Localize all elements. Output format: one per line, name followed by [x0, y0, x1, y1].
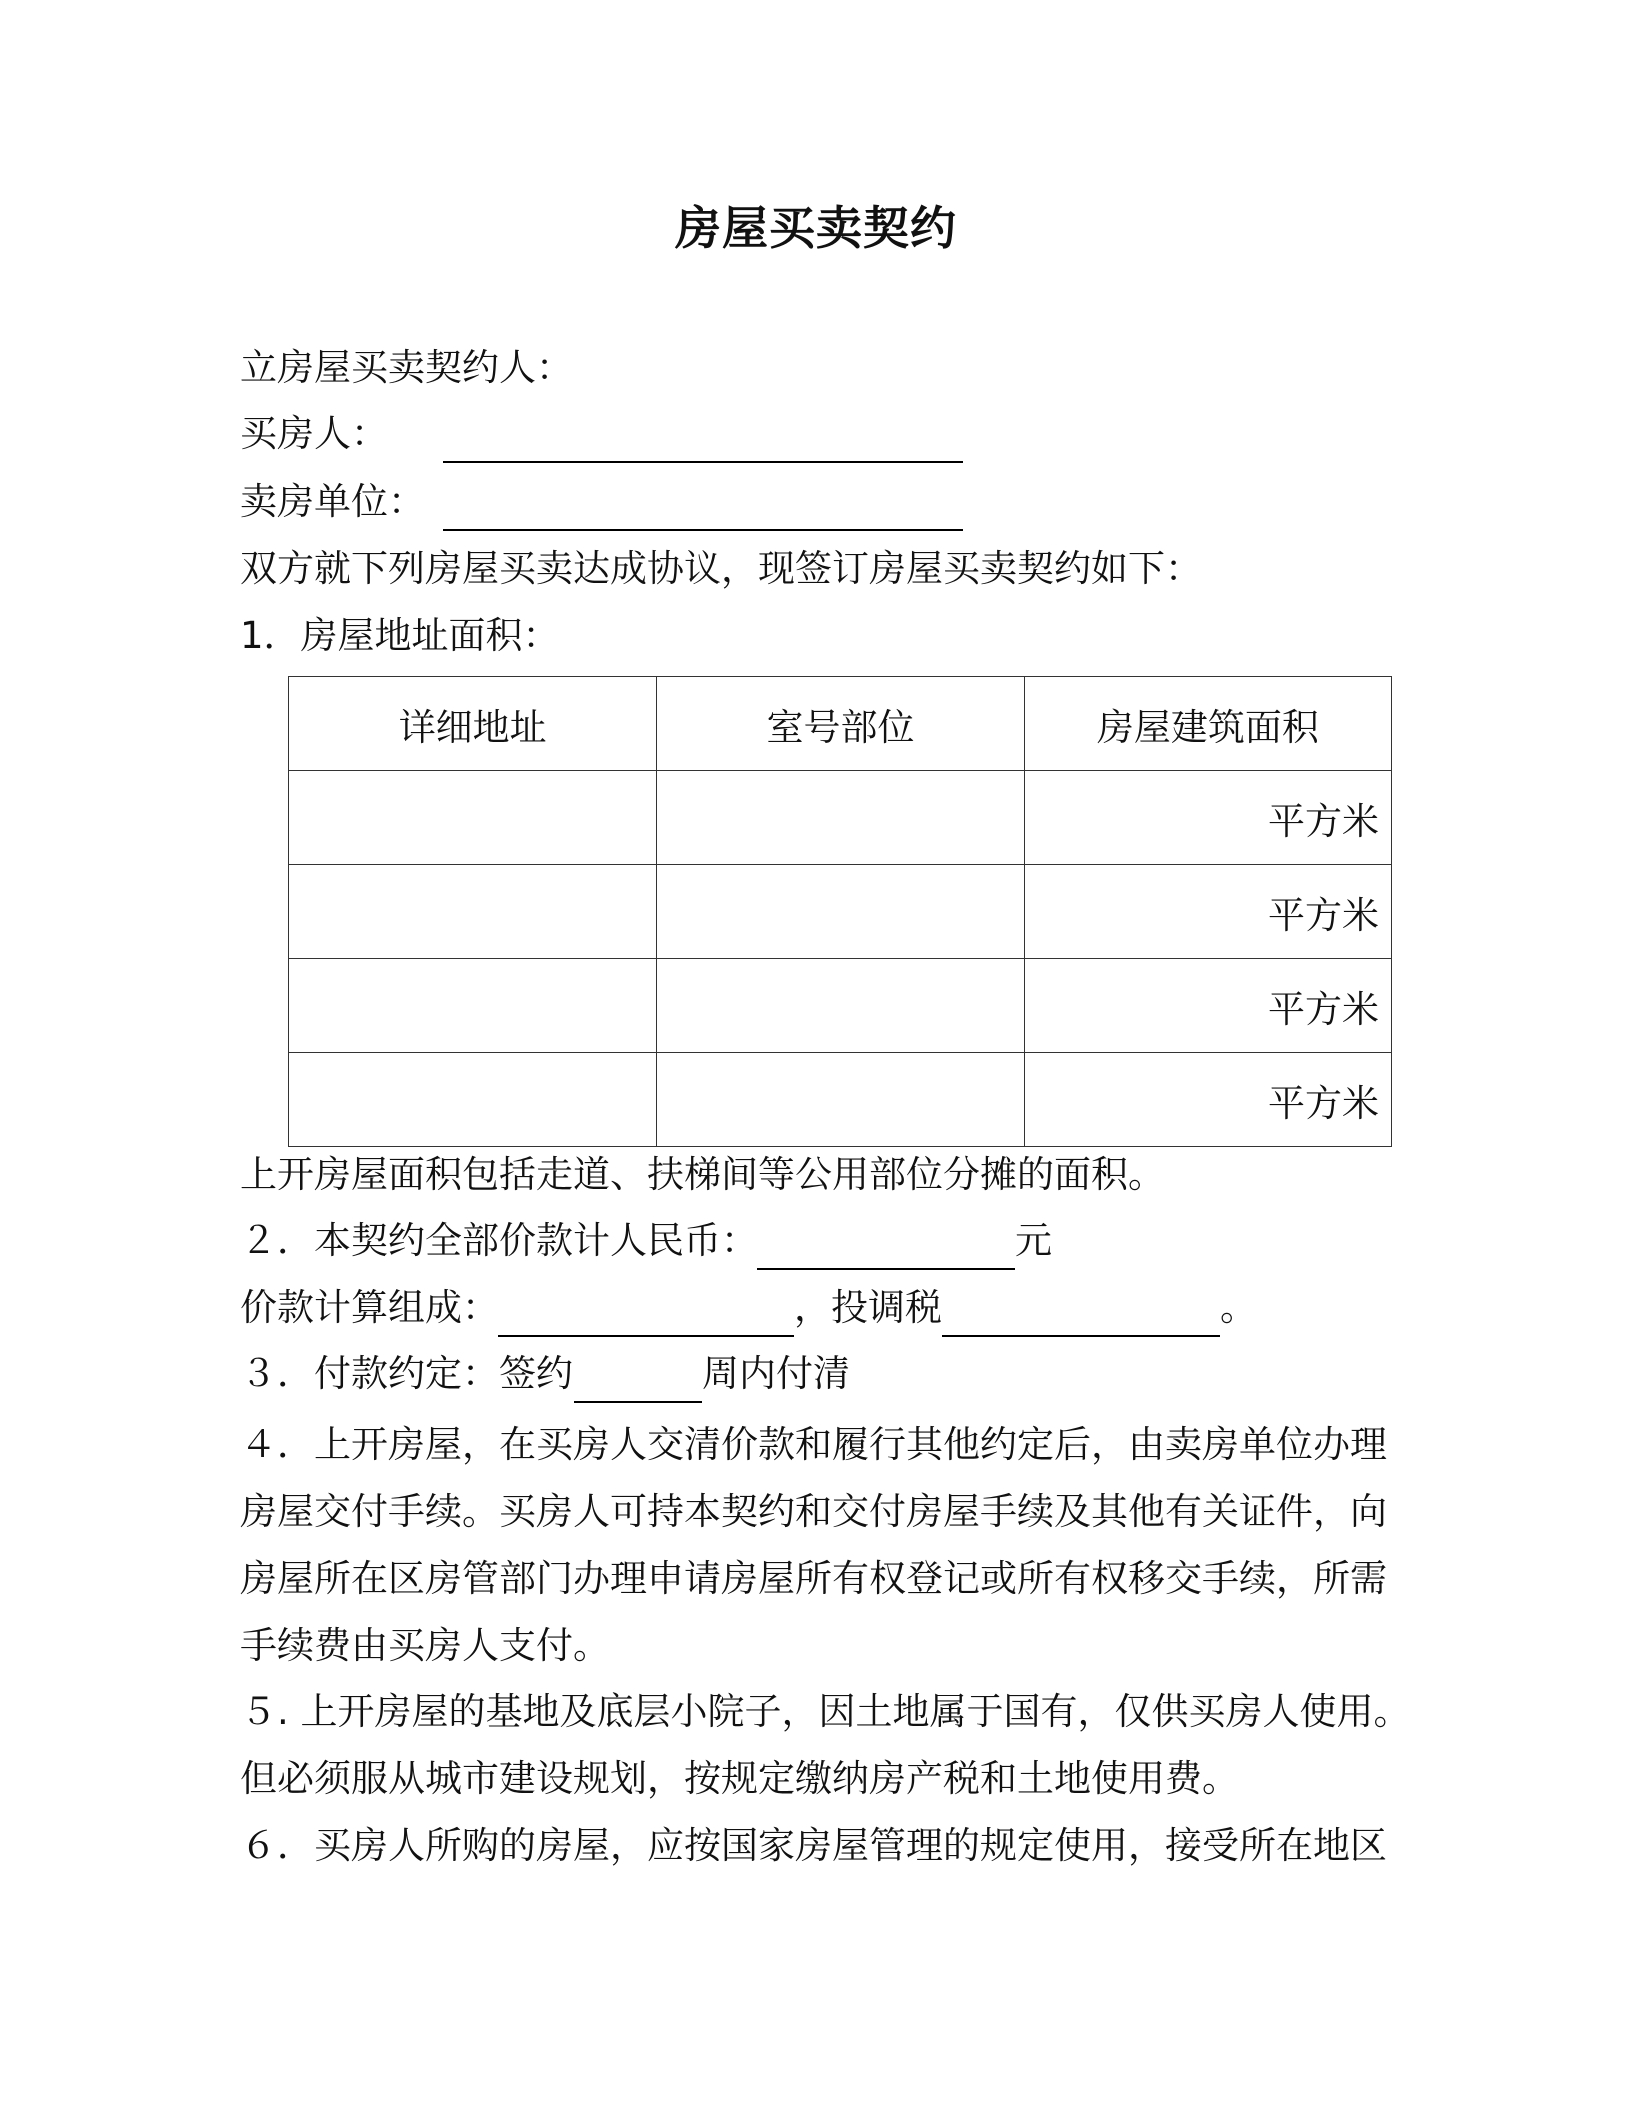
cell-address [289, 1053, 657, 1147]
header-room: 室号部位 [657, 677, 1024, 771]
clause6-line: ６．买房人所购的房屋，应按国家房屋管理的规定使用，接受所在地区 [240, 1824, 1387, 1867]
table-row [289, 1053, 1392, 1147]
clause4-line: 房屋交付手续。买房人可持本契约和交付房屋手续及其他有关证件，向 [240, 1490, 1387, 1533]
cell-room [657, 865, 1024, 959]
tax-label: ，投调税 [794, 1286, 942, 1329]
composition-label: 价款计算组成： [240, 1286, 499, 1329]
clause3-suffix: 周内付清 [702, 1352, 850, 1395]
table-row [289, 771, 1392, 865]
clause2-end: 。 [1220, 1286, 1257, 1329]
cell-address [289, 771, 657, 865]
cell-area-unit: 平方米 [1024, 865, 1391, 959]
agreement-intro: 双方就下列房屋买卖达成协议，现签订房屋买卖契约如下： [240, 547, 1202, 590]
composition-blank [498, 1335, 794, 1337]
total-price-blank [757, 1268, 1015, 1270]
cell-room [657, 771, 1024, 865]
clause4-line: 手续费由买房人支付。 [240, 1624, 610, 1667]
table-row [289, 865, 1392, 959]
cell-area-unit: 平方米 [1024, 1053, 1391, 1147]
clause3-label: ３．付款约定：签约 [240, 1352, 573, 1395]
buyer-blank [443, 461, 963, 463]
clause4-line: 房屋所在区房管部门办理申请房屋所有权登记或所有权移交手续，所需 [240, 1557, 1387, 1600]
cell-address [289, 959, 657, 1053]
cell-area-unit: 平方米 [1024, 959, 1391, 1053]
header-area: 房屋建筑面积 [1024, 677, 1391, 771]
document-title: 房屋买卖契约 [675, 201, 957, 255]
seller-label: 卖房单位： [240, 480, 425, 523]
clause5-line: ５. 上开房屋的基地及底层小院子，因土地属于国有，仅供买房人使用。 [240, 1690, 1411, 1733]
header-address: 详细地址 [289, 677, 657, 771]
seller-blank [443, 529, 963, 531]
price-unit: 元 [1015, 1219, 1052, 1262]
clause6-paragraph [240, 1812, 1390, 1879]
clause1-heading: 1．房屋地址面积： [240, 614, 560, 657]
clause2-label: ２．本契约全部价款计人民币： [240, 1219, 758, 1262]
table-header-row [289, 677, 1392, 771]
cell-area-unit: 平方米 [1024, 771, 1391, 865]
cell-room [657, 1053, 1024, 1147]
area-note: 上开房屋面积包括走道、扶梯间等公用部位分摊的面积。 [240, 1153, 1165, 1196]
property-area-table [288, 676, 1392, 1147]
cell-room [657, 959, 1024, 1053]
buyer-label: 买房人： [240, 412, 388, 455]
cell-address [289, 865, 657, 959]
weeks-blank [574, 1401, 702, 1403]
parties-heading: 立房屋买卖契约人： [240, 346, 573, 389]
table-row [289, 959, 1392, 1053]
clause4-paragraph [240, 1411, 1390, 1679]
clause5-paragraph [240, 1678, 1411, 1812]
clause4-line: ４．上开房屋，在买房人交清价款和履行其他约定后，由卖房单位办理 [240, 1423, 1387, 1466]
clause5-line: 但必须服从城市建设规划，按规定缴纳房产税和土地使用费。 [240, 1757, 1239, 1800]
tax-blank [942, 1335, 1220, 1337]
